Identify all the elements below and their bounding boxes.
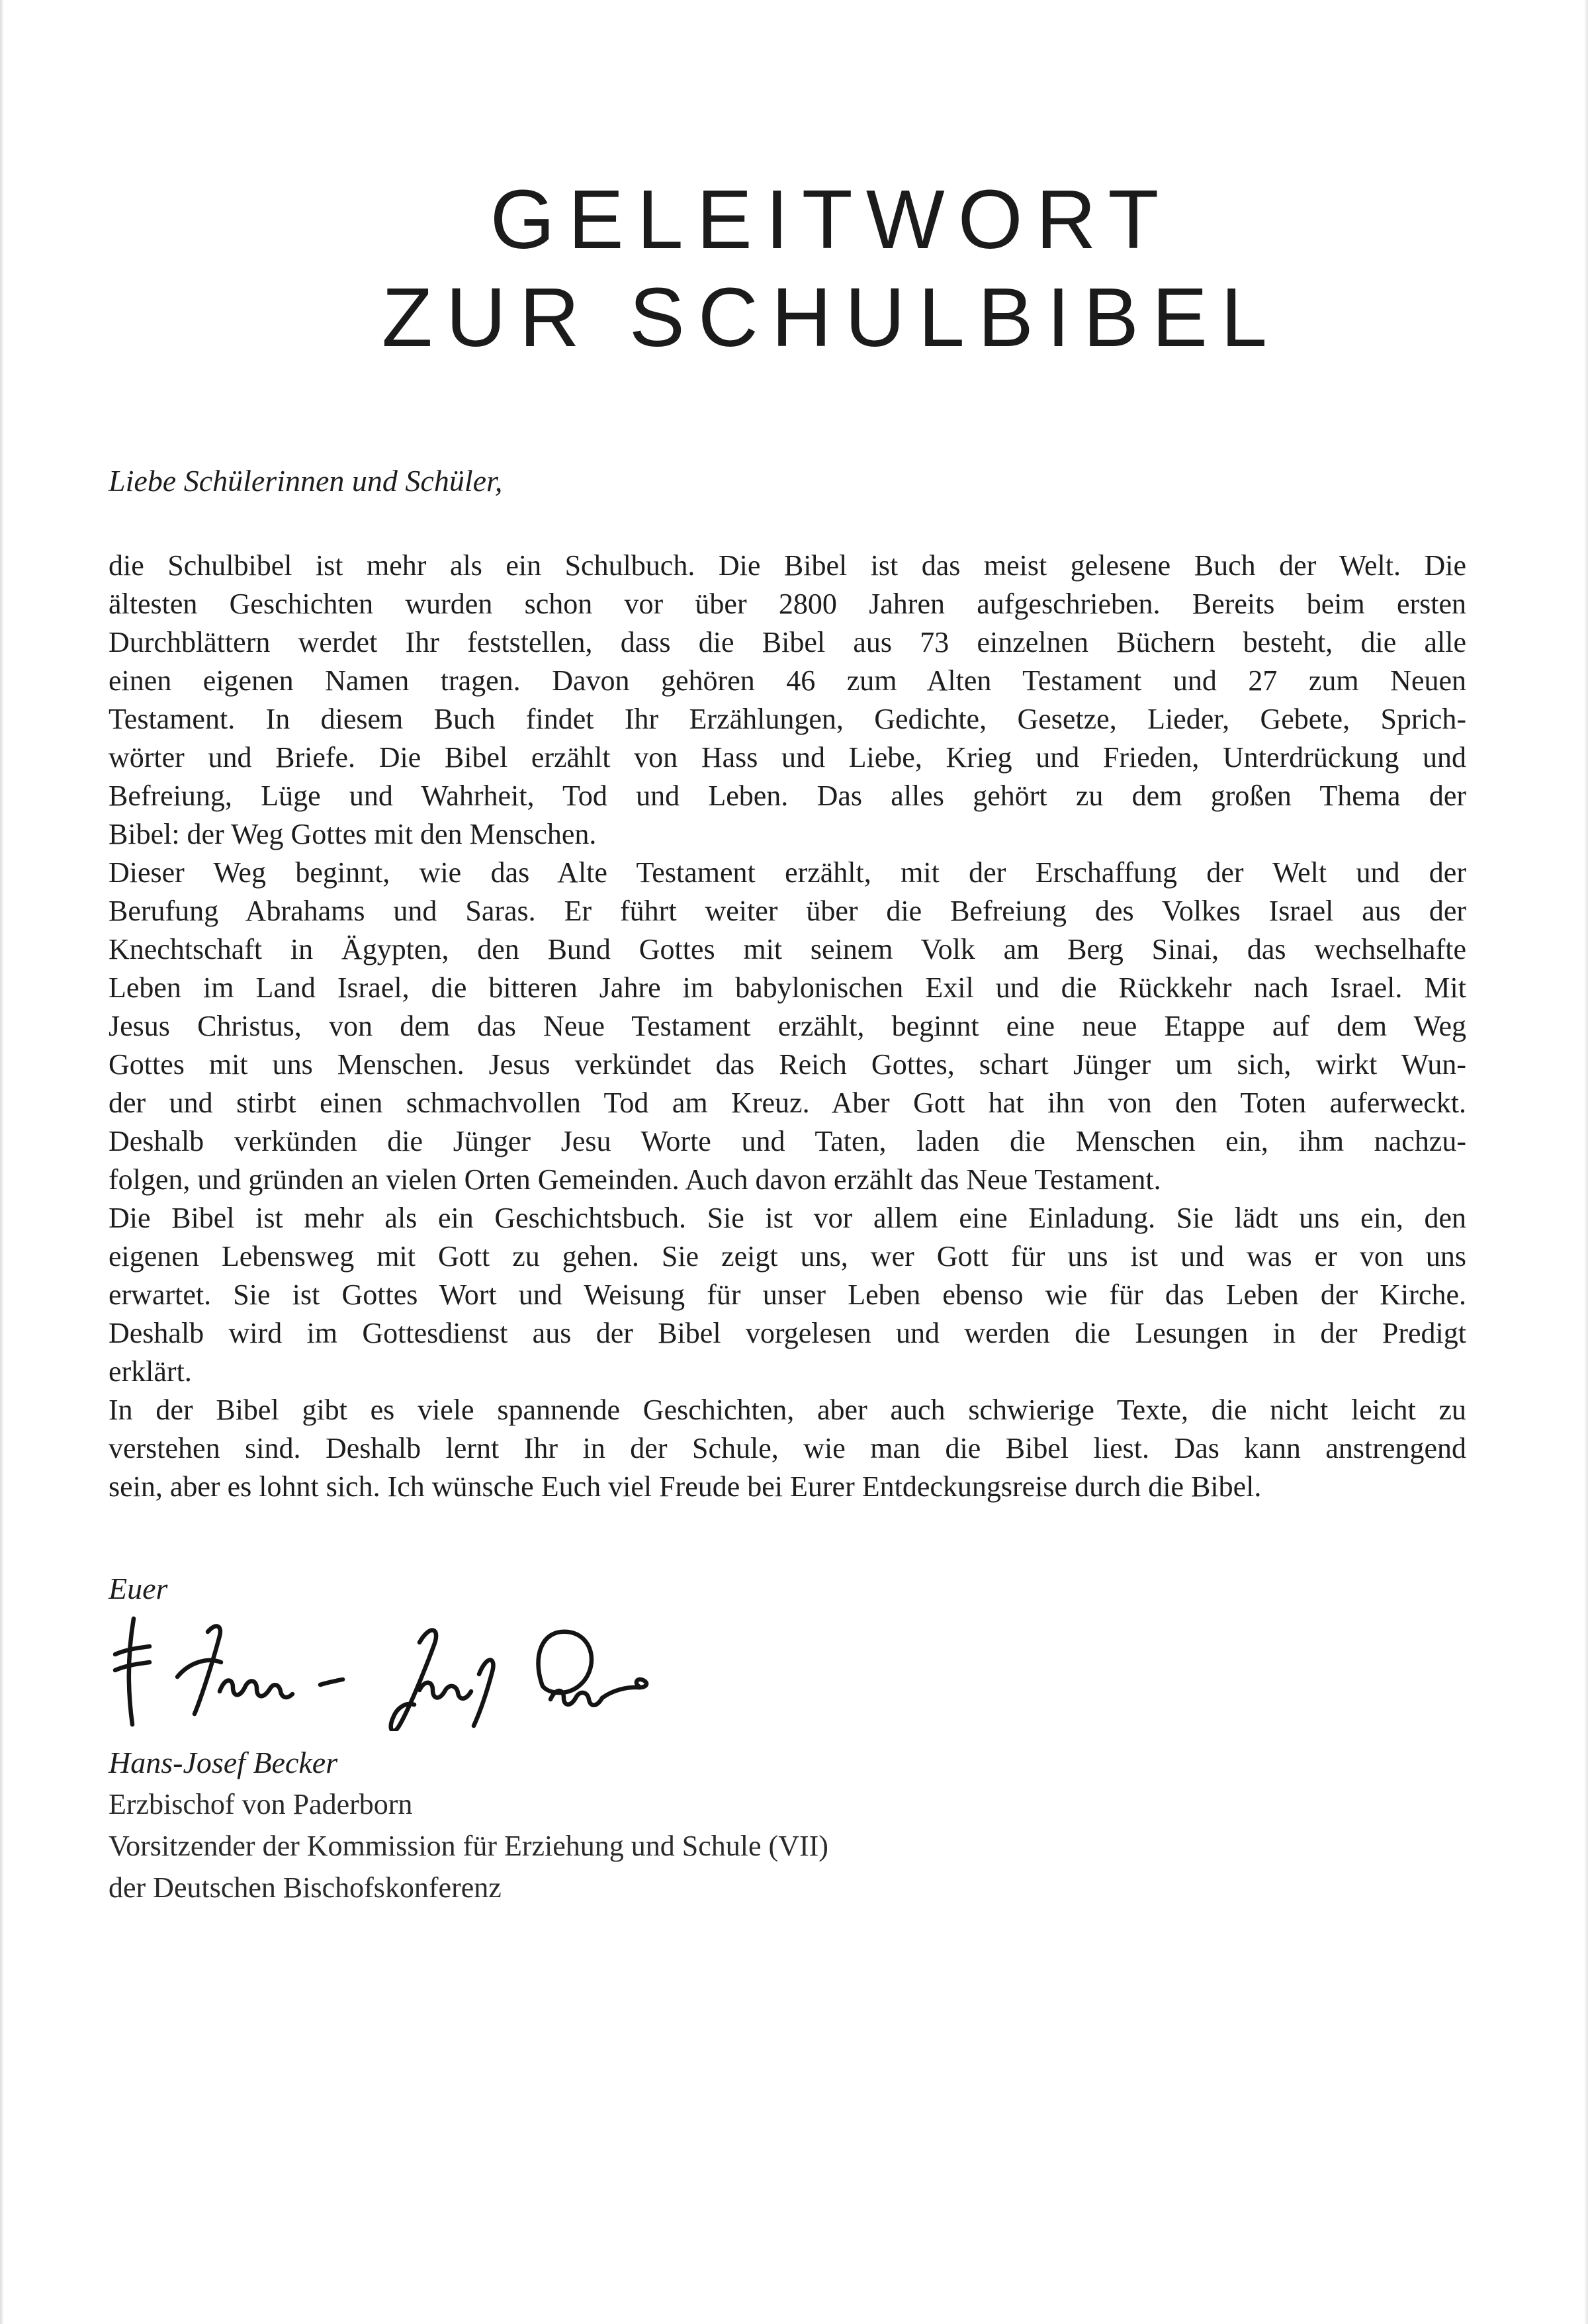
body-line: Jesus Christus, von dem das Neue Testament erzählt, beginnt eine neue Etappe auf dem Weg	[109, 1010, 1466, 1042]
body-line: Deshalb verkünden die Jünger Jesu Worte und Taten, laden die Menschen ein, ihm nachzu-	[109, 1125, 1466, 1157]
signer-name: Hans-Josef Becker	[109, 1746, 338, 1779]
title-line-2: ZUR SCHULBIBEL	[381, 271, 1281, 364]
paragraph	[109, 1199, 1466, 1391]
body-line: folgen, und gründen an vielen Orten Gemeinden. Auch davon erzählt das Neue Testament.	[109, 1163, 1161, 1196]
body-line: erklärt.	[109, 1355, 192, 1388]
signer-role-2: Vorsitzender der Kommission für Erziehung und Schule (VII)	[109, 1830, 828, 1862]
body-line: eigenen Lebensweg mit Gott zu gehen. Sie zeigt uns, wer Gott für uns ist und was er von uns	[109, 1240, 1466, 1273]
body-line: verstehen sind. Deshalb lernt Ihr in der Schule, wie man die Bibel liest. Das kann anstrengend	[109, 1432, 1466, 1464]
signer-block	[109, 1742, 1466, 1908]
body-line: Gottes mit uns Menschen. Jesus verkündet das Reich Gottes, schart Jünger um sich, wirkt Wun-	[109, 1048, 1466, 1081]
body-line: Befreiung, Lüge und Wahrheit, Tod und Leben. Das alles gehört zu dem großen Thema der	[109, 780, 1466, 812]
body-line: Deshalb wird im Gottesdienst aus der Bibel vorgelesen und werden die Lesungen in der Predigt	[109, 1317, 1466, 1349]
signature-becker	[539, 1632, 647, 1705]
body-line: Bibel: der Weg Gottes mit den Menschen.	[109, 818, 597, 850]
body-line: der und stirbt einen schmachvollen Tod am Kreuz. Aber Gott hat ihn von den Toten auferweckt.	[109, 1087, 1466, 1119]
title-line-1: GELEITWORT	[490, 173, 1172, 266]
signature-hans	[177, 1626, 343, 1714]
letter-body	[109, 547, 1466, 1506]
signature-image	[109, 1613, 654, 1731]
body-line: ältesten Geschichten wurden schon vor über 2800 Jahren aufgeschrieben. Bereits beim ersten	[109, 588, 1466, 620]
body-line: Knechtschaft in Ägypten, den Bund Gottes mit seinem Volk am Berg Sinai, das wechselhafte	[109, 933, 1466, 965]
signer-role-3: der Deutschen Bischofskonferenz	[109, 1871, 502, 1904]
letter-content	[109, 0, 1466, 1908]
body-line: die Schulbibel ist mehr als ein Schulbuch. Die Bibel ist das meist gelesene Buch der Welt. Die	[109, 549, 1466, 582]
signature-josef	[391, 1631, 494, 1731]
body-line: Dieser Weg beginnt, wie das Alte Testament erzählt, mit der Erschaffung der Welt und der	[109, 856, 1466, 889]
episcopal-cross-icon	[115, 1619, 150, 1724]
body-line: sein, aber es lohnt sich. Ich wünsche Euch viel Freude bei Eurer Entdeckungsreise durch die Bibel.	[109, 1470, 1262, 1503]
body-line: Leben im Land Israel, die bitteren Jahre im babylonischen Exil und die Rückkehr nach Israel. Mit	[109, 971, 1466, 1004]
paragraph	[109, 854, 1466, 1199]
body-line: erwartet. Sie ist Gottes Wort und Weisung für unser Leben ebenso wie für das Leben der Kirche.	[109, 1278, 1466, 1311]
signer-role-1: Erzbischof von Paderborn	[109, 1788, 413, 1820]
body-line: Die Bibel ist mehr als ein Geschichtsbuch. Sie ist vor allem eine Einladung. Sie lädt uns ein, den	[109, 1202, 1466, 1234]
body-line: wörter und Briefe. Die Bibel erzählt von Hass und Liebe, Krieg und Frieden, Unterdrückung und	[109, 741, 1466, 774]
signature-handwriting	[109, 1613, 654, 1731]
body-line: Durchblättern werdet Ihr feststellen, dass die Bibel aus 73 einzelnen Büchern besteht, die alle	[109, 626, 1466, 658]
paragraph	[109, 547, 1466, 854]
body-line: Berufung Abrahams und Saras. Er führt weiter über die Befreiung des Volkes Israel aus der	[109, 895, 1466, 927]
body-line: In der Bibel gibt es viele spannende Geschichten, aber auch schwierige Texte, die nicht leicht zu	[109, 1394, 1466, 1426]
body-line: einen eigenen Namen tragen. Davon gehören 46 zum Alten Testament und 27 zum Neuen	[109, 664, 1466, 697]
paragraph	[109, 1391, 1466, 1506]
body-line: Testament. In diesem Buch findet Ihr Erzählungen, Gedichte, Gesetze, Lieder, Gebete, Sprich-	[109, 703, 1466, 735]
closing-word: Euer	[109, 1572, 168, 1605]
salutation: Liebe Schülerinnen und Schüler,	[109, 464, 503, 498]
